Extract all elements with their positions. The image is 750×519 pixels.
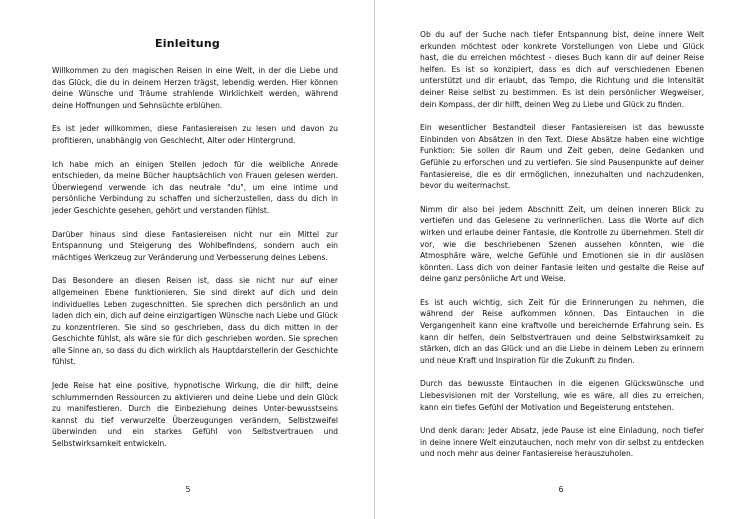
right-page — [375, 0, 750, 519]
paragraph: Willkommen zu den magischen Reisen in eine Welt, in der die Liebe und das Glück, die du in deinem Herzen trägst, lebendig werden. Hier können deine Wünsche und Träume strahlende Wirklichkeit werden, während deine Hoffnungen und Sehnsüchte erblühen. — [52, 66, 338, 110]
paragraph: Ob du auf der Suche nach tiefer Entspannung bist, deine innere Welt erkunden möchtest oder konkrete Vorstellungen von Liebe und Glück hast, die du erreichen möchtest - dieses Buch kann dir auf deiner Reise helfen. Es ist so konzipiert, dass es dich auf verschiedenen Ebenen unterstützt und dir erlaubt, das Tempo, die Richtung und die Intensität deiner Reise selbst zu bestimmen. Es ist dein persönlicher Wegweiser, dein Kompass, der dir hilft, deinen Weg zu Liebe und Glück zu finden. — [420, 30, 704, 109]
page-number: 5 — [185, 485, 191, 494]
page-title: Einleitung — [155, 37, 220, 50]
paragraph: Es ist auch wichtig, sich Zeit für die Erinnerungen zu nehmen, die während der Reise aufkommen können. Das Eintauchen in die Vergangenheit kann eine kraftvolle und bereichernde Erfahrung sein. Es kann dir helfen, dein Selbstvertrauen und deine Selbstwirksamkeit zu stärken, dich an das Glück und an die Liebe in deinem Leben zu erinnern und neue Kraft und Inspiration für die Zukunft zu finden. — [420, 297, 704, 365]
paragraph: Nimm dir also bei jedem Abschnitt Zeit, um deinen inneren Blick zu vertiefen und das Gelesene zu verinnerlichen. Lass die Worte auf dich wirken und erlaube deiner Fantasie, die Kontrolle zu übernehmen. Stell dir vor, wie die beschriebenen Szenen aussehen könnten, wie die Atmosphäre wäre, welche Gefühle und Emotionen sie in dir auslösen könnten. Lass dich von deiner Fantasie leiten und gestalte die Reise auf deine ganz persönliche Art und Weise. — [420, 204, 704, 284]
paragraph: Und denk daran: Jeder Absatz, jede Pause ist eine Einladung, noch tiefer in deine innere Welt einzutauchen, noch mehr von dir selbst zu entdecken und noch mehr aus deiner Fantasiereise herauszuholen. — [420, 426, 704, 459]
paragraph: Es ist jeder willkommen, diese Fantasiereisen zu lesen und davon zu profitieren, unabhängig von Geschlecht, Alter oder Hintergrund. — [52, 124, 338, 145]
right-page-body — [420, 29, 704, 472]
paragraph: Jede Reise hat eine positive, hypnotische Wirkung, die dir hilft, deine schlummernden Ressourcen zu aktivieren und deine Liebe und dein Glück zu manifestieren. Durch die Einbeziehung deines Unter-bewusstseins kannst du tief verwurzelte Überzeugungen verändern, Selbstzweifel überwinden und ein starkes Gefühl von Selbstvertrauen und Selbstwirksamkeit entwickeln. — [52, 381, 338, 449]
paragraph: Ein wesentlicher Bestandteil dieser Fantasiereisen ist das bewusste Einbinden von Absätzen in den Text. Diese Absätze haben eine wichtige Funktion: Sie sollen dir Raum und Zeit geben, deine Gedanken und Gefühle zu erforschen und zu vertiefen. Sie sind Pausenpunkte auf deiner Fantasiereise, die es dir ermöglichen, innezuhalten und nachzudenken, bevor du weitermachst. — [420, 123, 704, 191]
page-number: 6 — [558, 485, 564, 494]
left-page-body — [52, 65, 338, 462]
paragraph: Durch das bewusste Eintauchen in die eigenen Glückswünsche und Liebesvisionen mit der Vorstellung, wie es wäre, all dies zu erreichen, kann ein tiefes Gefühl der Motivation und Begeisterung entstehen. — [420, 379, 704, 412]
paragraph: Ich habe mich an einigen Stellen jedoch für die weibliche Anrede entschieden, da meine Bücher hauptsächlich von Frauen gelesen werden. Überwiegend verwende ich das neutrale "du", um eine intime und persönliche Verbindung zu schaffen und sicherzustellen, dass du dich in jeder Geschichte gesehen, gehört und verstanden fühlst. — [52, 159, 338, 215]
paragraph: Darüber hinaus sind diese Fantasiereisen nicht nur ein Mittel zur Entspannung und Steigerung des Wohlbefindens, sondern auch ein mächtiges Werkzeug zur Veränderung und Verbesserung deines Lebens. — [52, 229, 338, 262]
paragraph: Das Besondere an diesen Reisen ist, dass sie nicht nur auf einer allgemeinen Ebene funktionieren. Sie sind direkt auf dich und dein individuelles Leben zugeschnitten. Sie sprechen dich persönlich an und laden dich ein, dich auf deine einzigartigen Wünsche nach Liebe und Glück zu konzentrieren. Sie sind so geschrieben, dass du dich mitten in der Geschichte fühlst, als wäre sie für dich geschrieben worden. Sie sprechen alle Sinne an, so dass du dich wirklich als Hauptdarstellerin der Geschichte fühlst. — [52, 276, 338, 367]
